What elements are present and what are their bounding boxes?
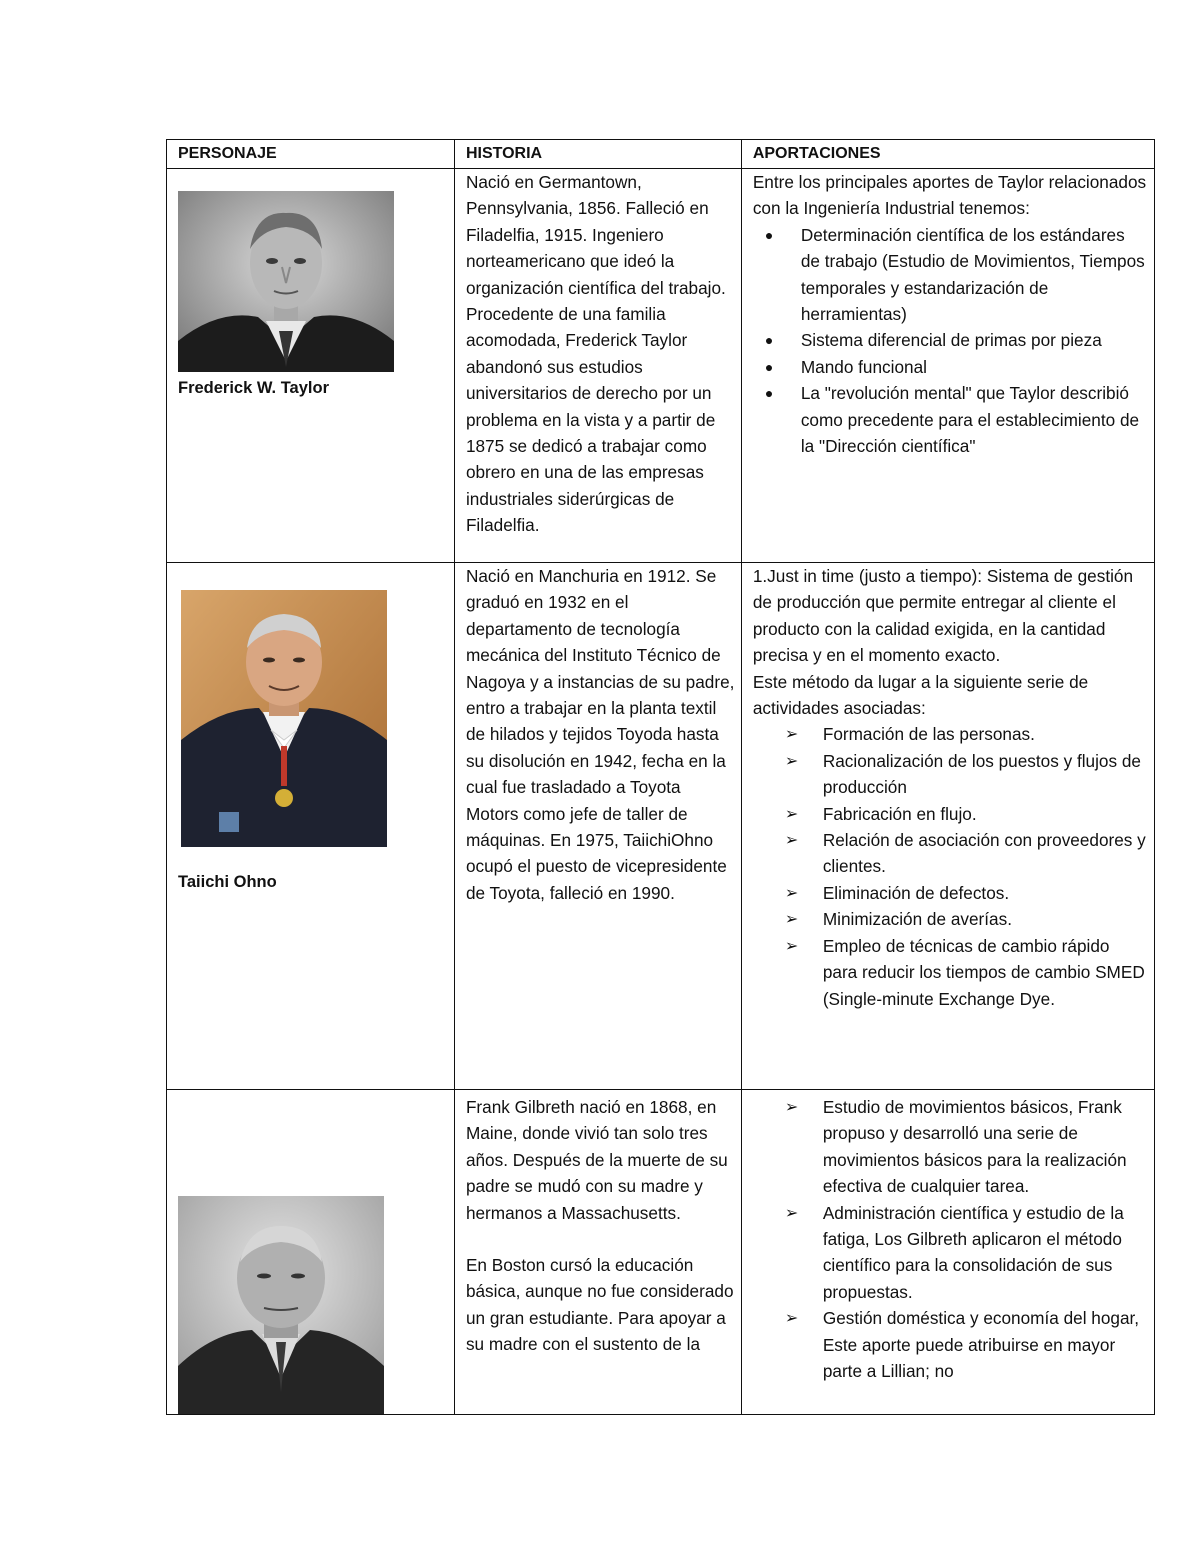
aportaciones-intro-2: Este método da lugar a la siguiente serie de actividades asociadas: <box>752 671 1089 719</box>
personaje-name: Taiichi Ohno <box>178 873 277 891</box>
list-item: ➢ Formación de las personas. <box>753 721 1148 747</box>
arrow-icon: ➢ <box>784 726 799 744</box>
arrow-icon: ➢ <box>784 1310 799 1328</box>
historia-text-2: En Boston cursó la educación básica, aunque no fue considerado un gran estudiante. Para apoyar a su madre con el sustento de la <box>465 1255 734 1355</box>
list-item: ➢ Racionalización de los puestos y flujos de producción <box>784 750 1141 798</box>
historia-text: Nació en Manchuria en 1912. Se graduó en 1932 en el departamento de tecnología mecánica del Instituto Técnico de Nagoya y a instancias de su padre, entro a trabajar en la planta textil de hilados y tejidos Toyoda hasta su disolución en 1942, fecha en la cual fue trasladado a Toyota Motors como jefe de taller de máquinas. En 1975, TaiichiOhno ocupó el puesto de vicepresidente de Toyota, falleció en 1990. <box>465 566 735 903</box>
arrow-icon: ➢ <box>784 1099 799 1116</box>
aportaciones-list <box>753 721 1148 1011</box>
taylor-photo <box>178 191 394 372</box>
header-personaje: PERSONAJE <box>167 140 455 169</box>
aportaciones-intro: Entre los principales aportes de Taylor relacionados con la Ingeniería Industrial tenemos: <box>752 172 1147 219</box>
ohno-photo <box>181 590 387 847</box>
header-historia: HISTORIA <box>454 140 741 169</box>
list-item: ● La "revolución mental" que Taylor describió como precedente para el establecimiento de la "Dirección científica" <box>753 380 1148 459</box>
arrow-icon: ➢ <box>784 805 799 823</box>
table-row <box>167 169 1155 563</box>
bullet-icon: ● <box>764 332 774 349</box>
arrow-icon: ➢ <box>784 752 799 770</box>
aportaciones-intro: 1.Just in time (justo a tiempo): Sistema de gestión de producción que permite entregar al cliente el producto con la calidad exigida, en la cantidad precisa y en el momento exacto. <box>752 566 1134 666</box>
historia-cell <box>454 169 741 563</box>
historia-text: Frank Gilbreth nació en 1868, en Maine, donde vivió tan solo tres años. Después de la muerte de su padre se mudó con su madre y hermanos a Massachusetts. <box>465 1097 728 1223</box>
gilbreth-photo <box>178 1196 384 1414</box>
arrow-icon: ➢ <box>784 937 799 955</box>
historia-cell <box>454 563 741 1090</box>
list-item: ➢ Relación de asociación con proveedores y clientes. <box>784 830 1146 877</box>
table-header-row <box>167 140 1155 169</box>
arrow-icon: ➢ <box>784 1204 799 1222</box>
list-item: ➢ Eliminación de defectos. <box>753 880 1148 906</box>
personaje-cell <box>167 563 455 1090</box>
personaje-cell <box>167 169 455 563</box>
personaje-name: Frederick W. Taylor <box>178 379 329 397</box>
arrow-icon: ➢ <box>784 884 799 902</box>
historia-text: Nació en Germantown, Pennsylvania, 1856. Falleció en Filadelfia, 1915. Ingeniero norteamericano que ideó la organización científica del trabajo. Procedente de una familia acomodada, Frederick Taylor abandonó sus estudios universitarios de derecho por un problema en la vista y a partir de 1875 se dedicó a trabajar como obrero en una de las empresas industriales siderúrgicas de Filadelfia. <box>465 172 726 536</box>
list-item: ● Sistema diferencial de primas por pieza <box>753 327 1148 353</box>
list-item: ➢ Gestión doméstica y economía del hogar, Este aporte puede atribuirse en mayor parte a Lillian; no <box>784 1308 1140 1382</box>
aportaciones-cell <box>741 563 1154 1090</box>
bullet-icon: ● <box>764 226 774 243</box>
list-item: ➢ Estudio de movimientos básicos, Frank propuso y desarrolló una serie de movimientos básicos para la realización efectiva de cualquier tarea. <box>784 1097 1127 1197</box>
list-item: ➢ Minimización de averías. <box>753 906 1148 932</box>
personajes-table <box>166 139 1155 1415</box>
personaje-cell <box>167 1090 455 1415</box>
aportaciones-list <box>753 1094 1148 1384</box>
aportaciones-list <box>753 222 1148 460</box>
arrow-icon: ➢ <box>784 832 799 850</box>
bullet-icon: ● <box>764 385 774 402</box>
list-item: ● Mando funcional <box>753 354 1148 380</box>
arrow-icon: ➢ <box>784 911 799 929</box>
list-item: ➢ Fabricación en flujo. <box>753 801 1148 827</box>
historia-cell <box>454 1090 741 1415</box>
table-row <box>167 1090 1155 1415</box>
aportaciones-cell <box>741 1090 1154 1415</box>
aportaciones-cell <box>741 169 1154 563</box>
list-item: ➢ Administración científica y estudio de la fatiga, Los Gilbreth aplicaron el método científico para la consolidación de sus propuestas. <box>784 1202 1124 1302</box>
list-item: ➢ Empleo de técnicas de cambio rápido para reducir los tiempos de cambio SMED (Single-minute Exchange Dye. <box>784 935 1145 1009</box>
list-item: ● Determinación científica de los estándares de trabajo (Estudio de Movimientos, Tiempos temporales y estandarización de herramientas) <box>753 222 1148 328</box>
header-aportaciones: APORTACIONES <box>741 140 1154 169</box>
bullet-icon: ● <box>764 358 774 375</box>
table-row <box>167 563 1155 1090</box>
